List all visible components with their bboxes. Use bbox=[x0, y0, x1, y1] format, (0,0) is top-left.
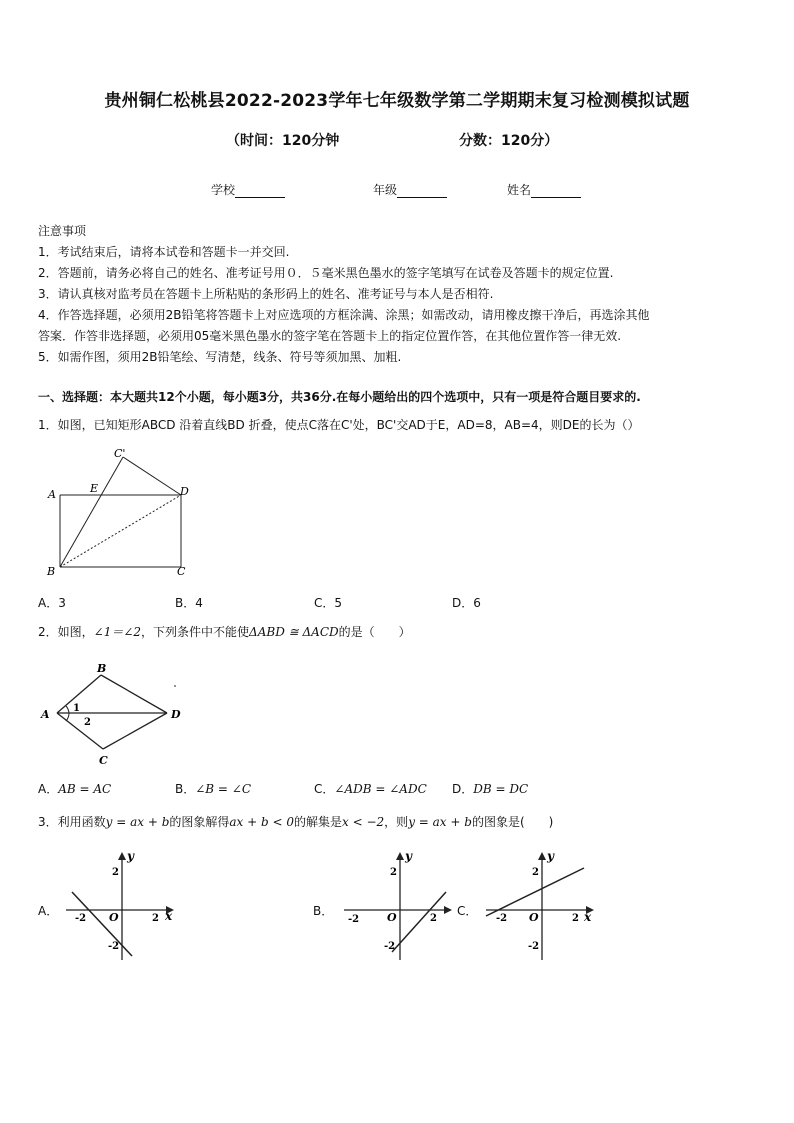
school-label: 学校 bbox=[211, 183, 236, 197]
tick-x-neg2: -2 bbox=[75, 913, 87, 924]
q2-option-b[interactable] bbox=[175, 780, 251, 797]
q1-option-d[interactable]: D．6 bbox=[452, 596, 481, 610]
tick-y-2: 2 bbox=[532, 867, 539, 878]
q2-option-c-text: ∠ADB = ∠ADC bbox=[334, 782, 427, 796]
q3-function-1: y = ax + b bbox=[105, 815, 170, 829]
exam-time: （时间：120分钟 bbox=[226, 133, 340, 149]
q1-option-a[interactable]: A．3 bbox=[38, 596, 66, 610]
axis-y-label: y bbox=[127, 849, 134, 863]
q2-stem-suffix: 的是（ ） bbox=[338, 625, 411, 639]
tick-x-neg2: -2 bbox=[496, 913, 508, 924]
tick-y-2: 2 bbox=[390, 867, 397, 878]
q2-option-a[interactable] bbox=[38, 780, 111, 797]
y-arrow-icon bbox=[118, 852, 126, 860]
school-field bbox=[211, 181, 285, 198]
q3-graph-b[interactable] bbox=[338, 848, 458, 963]
q2-angle-condition: ∠1＝∠2 bbox=[93, 625, 142, 639]
q2-option-b-letter: B． bbox=[175, 782, 196, 796]
tick-y-2: 2 bbox=[112, 867, 119, 878]
q1-option-b[interactable]: B．4 bbox=[175, 596, 203, 610]
q2-option-d[interactable] bbox=[452, 780, 528, 797]
y-arrow-icon bbox=[538, 852, 546, 860]
angle-1-arc bbox=[66, 706, 69, 713]
grade-label: 年级 bbox=[373, 183, 398, 197]
axis-x-label: x bbox=[584, 910, 592, 924]
q3-solution: x < −2 bbox=[342, 815, 385, 829]
q2-stem bbox=[38, 622, 411, 643]
q3-text-5: 的图象是( ) bbox=[471, 815, 554, 829]
q3-text-1: 3．利用函数 bbox=[38, 815, 106, 829]
name-label: 姓名 bbox=[507, 183, 532, 197]
axis-y-label: y bbox=[405, 849, 412, 863]
label-c: C bbox=[99, 754, 108, 767]
segment-bd bbox=[101, 675, 167, 713]
q2-stem-mid: ，下列条件中不能使 bbox=[141, 625, 250, 639]
tick-x-2: 2 bbox=[152, 913, 159, 924]
tick-x-neg2: -2 bbox=[348, 914, 360, 925]
q3-text-2: 的图象解得 bbox=[169, 815, 230, 829]
label-a: A bbox=[41, 708, 50, 721]
notes-heading: 注意事项 bbox=[38, 224, 87, 238]
q1-option-c[interactable]: C．5 bbox=[314, 596, 343, 610]
axis-x-label: x bbox=[165, 909, 173, 923]
q3-option-b-letter[interactable]: B． bbox=[313, 904, 334, 918]
axis-y-label: y bbox=[547, 849, 554, 863]
label-d: D bbox=[171, 708, 181, 721]
q3-text-4: ，则 bbox=[384, 815, 409, 829]
segment-c-prime-d bbox=[123, 457, 181, 495]
origin-label: O bbox=[387, 911, 397, 924]
q3-option-c-letter[interactable]: C． bbox=[457, 904, 478, 918]
q3-inequality: ax + b < 0 bbox=[229, 815, 295, 829]
segment-ac bbox=[57, 713, 103, 749]
q3-graph-c[interactable] bbox=[480, 848, 600, 963]
origin-label: O bbox=[529, 911, 539, 924]
tick-y-neg2: -2 bbox=[528, 941, 540, 952]
q2-option-a-text: AB = AC bbox=[58, 782, 112, 796]
q2-option-d-text: DB = DC bbox=[473, 782, 529, 796]
note-item: 答案．作答非选择题，必须用05毫米黑色墨水的签字笔在答题卡上的指定位置作答，在其他位置作答一律无效. bbox=[38, 329, 622, 343]
name-field bbox=[507, 181, 581, 198]
label-c-prime: C' bbox=[114, 447, 126, 460]
stray-dot bbox=[174, 685, 176, 687]
label-b: B bbox=[97, 662, 107, 675]
note-item: 5．如需作图，须用2B铅笔绘、写清楚，线条、符号等须加黑、加粗. bbox=[38, 350, 402, 364]
q3-stem bbox=[38, 812, 553, 833]
tick-y-neg2: -2 bbox=[384, 941, 396, 952]
y-arrow-icon bbox=[396, 852, 404, 860]
page-title: 贵州铜仁松桃县2022-2023学年七年级数学第二学期期末复习检测模拟试题 bbox=[104, 91, 690, 111]
angle-2-arc bbox=[66, 713, 69, 721]
label-d: D bbox=[180, 485, 189, 498]
note-item: 2．答题前，请务必将自己的姓名、准考证号用０．５毫米黑色墨水的签字笔填写在试卷及答题卡的规定位置. bbox=[38, 266, 614, 280]
q2-figure bbox=[35, 655, 195, 770]
q3-graph-a[interactable] bbox=[60, 848, 180, 963]
graph-line bbox=[72, 892, 132, 956]
segment-bc-prime bbox=[60, 457, 123, 567]
exam-score: 分数：120分） bbox=[459, 133, 559, 149]
q2-option-a-letter: A． bbox=[38, 782, 59, 796]
tick-x-2: 2 bbox=[430, 913, 437, 924]
q2-congruence: ΔABD ≅ ΔACD bbox=[249, 625, 339, 639]
label-c: C bbox=[177, 565, 186, 578]
tick-y-neg2: -2 bbox=[108, 941, 120, 952]
label-a: A bbox=[48, 488, 56, 501]
q2-option-b-text: ∠B = ∠C bbox=[195, 782, 252, 796]
q2-stem-prefix: 2．如图， bbox=[38, 625, 94, 639]
tick-x-2: 2 bbox=[572, 913, 579, 924]
q3-function-2: y = ax + b bbox=[408, 815, 472, 829]
note-item: 3．请认真核对监考员在答题卡上所粘贴的条形码上的姓名、准考证号与本人是否相符. bbox=[38, 287, 494, 301]
x-arrow-icon bbox=[444, 906, 452, 914]
q2-option-c-letter: C． bbox=[314, 782, 335, 796]
q3-text-3: 的解集是 bbox=[294, 815, 343, 829]
origin-label: O bbox=[109, 911, 119, 924]
q1-figure bbox=[40, 445, 200, 585]
section-heading: 一、选择题：本大题共12个小题，每小题3分，共36分.在每小题给出的四个选项中，只有一项是符合题目要求的. bbox=[38, 390, 641, 404]
diagonal-bd bbox=[60, 495, 181, 567]
q1-stem: 1．如图，已知矩形ABCD 沿着直线BD 折叠，使点C落在C'处，BC'交AD于E，AD=8，AB=4，则DE的长为（） bbox=[38, 418, 640, 432]
label-angle-1: 1 bbox=[73, 703, 80, 714]
q2-option-c[interactable] bbox=[314, 780, 427, 797]
label-angle-2: 2 bbox=[84, 717, 91, 728]
segment-cd bbox=[103, 713, 167, 749]
q3-option-a-letter[interactable]: A． bbox=[38, 904, 59, 918]
grade-field bbox=[373, 181, 447, 198]
note-item: 4．作答选择题，必须用2B铅笔将答题卡上对应选项的方框涂满、涂黑；如需改动，请用橡皮擦干净后，再选涂其他 bbox=[38, 308, 650, 322]
note-item: 1．考试结束后，请将本试卷和答题卡一并交回. bbox=[38, 245, 290, 259]
q2-option-d-letter: D． bbox=[452, 782, 474, 796]
label-e: E bbox=[90, 482, 99, 495]
label-b: B bbox=[47, 565, 56, 578]
